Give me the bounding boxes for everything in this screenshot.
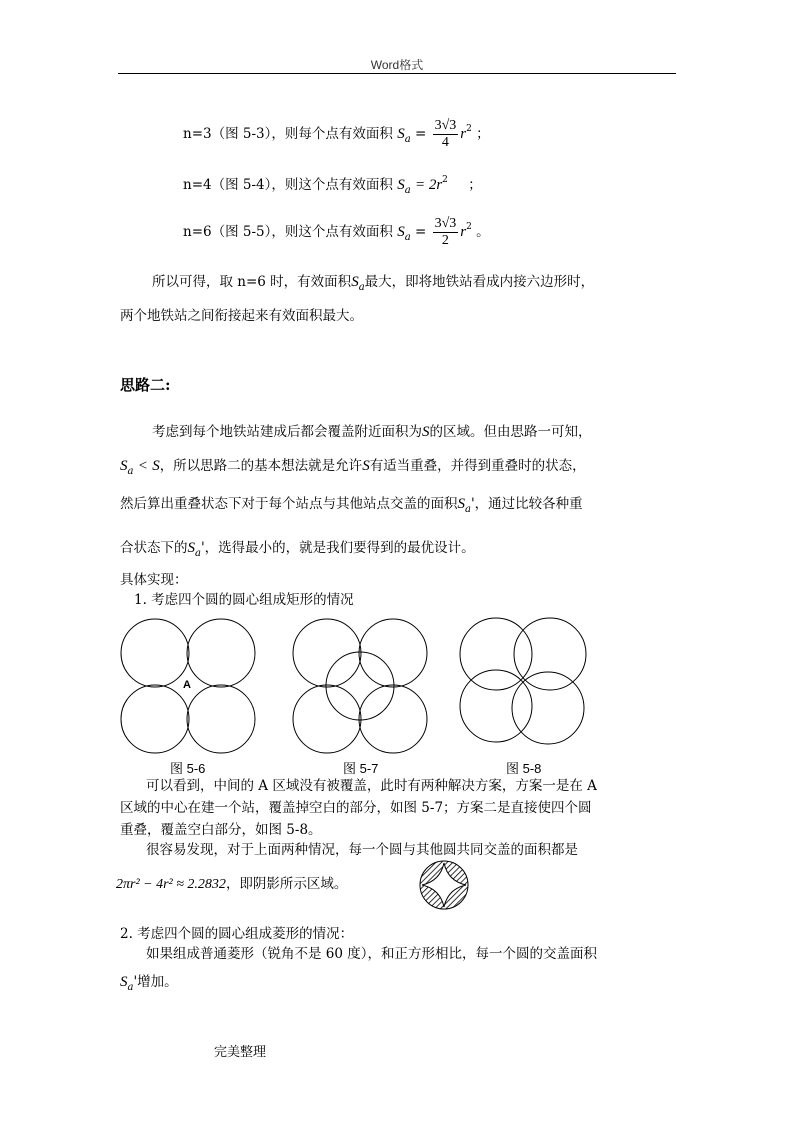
para1-line1: 可以看到，中间的 A 区域没有被覆盖，此时有两种解决方案，方案一是在 A — [146, 778, 597, 794]
caption-5-8: 图 5-8 — [506, 761, 542, 776]
section2-para-line1: 考虑到每个地铁站建成后都会覆盖附近面积为S的区域。但由思路一可知， — [152, 424, 592, 440]
para3-line1: 如果组成普通菱形（锐角不是 60 度），和正方形相比，每一个圆的交盖面积 — [146, 946, 598, 962]
page-footer: 完美整理 — [214, 1044, 267, 1059]
figure-5-8 — [456, 614, 588, 748]
section2-para-line2: $S_a < S$，所以思路二的基本想法就是允许S有适当重叠，并得到重叠时的状态， — [120, 458, 586, 477]
fraction-3root3-over-4: $\frac{3√3}{4}$ — [434, 118, 457, 150]
figure-5-7 — [288, 614, 434, 758]
section-heading: 思路二: — [120, 376, 171, 394]
circle-bottom-left — [121, 685, 189, 753]
shaded-overlap-figure — [417, 858, 471, 912]
circle-bottom-right — [512, 672, 584, 744]
para1-line2: 区域的中心在建一个站，覆盖掉空白的部分，如图 5-7；方案二是直接使四个圆 — [120, 800, 592, 816]
caption-5-6: 图 5-6 — [170, 761, 206, 776]
circle-top-left — [460, 618, 532, 690]
impl-title: 具体实现： — [120, 572, 188, 588]
region-a-label: A — [183, 679, 191, 691]
impl-item2: 2. 考虑四个圆的圆心组成菱形的情况： — [120, 926, 354, 942]
fraction-3root3-over-2: $\frac{3√3}{2}$ — [434, 216, 457, 248]
para2-formula-line: 2πr² − 4r² ≈ 2.2832，即阴影所示区域。 — [116, 876, 348, 892]
para2-line1: 很容易发现，对于上面两种情况，每一个圆与其他圆共同交盖的面积都是 — [146, 842, 578, 858]
header-rule — [118, 73, 676, 74]
circle-top-left — [121, 619, 189, 687]
conclusion-line1: 所以可得，取 n=6 时，有效面积$S_a$最大，即将地铁站看成内接六边形时， — [152, 274, 595, 293]
circle-top-right — [514, 618, 586, 690]
caption-5-7: 图 5-7 — [343, 761, 379, 776]
circle-bottom-right — [187, 685, 255, 753]
formula-n6: n=6（图 5-5），则这个点有效面积 $S_a$ = $\frac{3√3}{2}$ $r^2$ 。 — [183, 216, 490, 248]
para3-line2: $S_a'$增加。 — [120, 974, 178, 993]
formula-n4: n=4（图 5-4），则这个点有效面积 $S_a = 2r^2$ ； — [183, 175, 482, 196]
conclusion-line2: 两个地铁站之间衔接起来有效面积最大。 — [120, 308, 363, 324]
circle-top-right — [187, 619, 255, 687]
circle-bottom-left — [460, 670, 532, 742]
section2-para-line4: 合状态下的$S_a'$，选得最小的，就是我们要得到的最优设计。 — [120, 540, 475, 559]
formula-n3: n=3（图 5-3），则每个点有效面积 $S_a$ = $\frac{3√3}{4}$ $r^2$ ； — [183, 118, 490, 150]
para1-line3: 重叠，覆盖空白部分，如图 5-8。 — [120, 822, 322, 838]
impl-item1: 1. 考虑四个圆的圆心组成矩形的情况 — [134, 592, 354, 608]
page-header: Word格式 — [370, 58, 424, 72]
section2-para-line3: 然后算出重叠状态下对于每个站点与其他站点交盖的面积$S_a'$，通过比较各种重 — [120, 496, 583, 515]
